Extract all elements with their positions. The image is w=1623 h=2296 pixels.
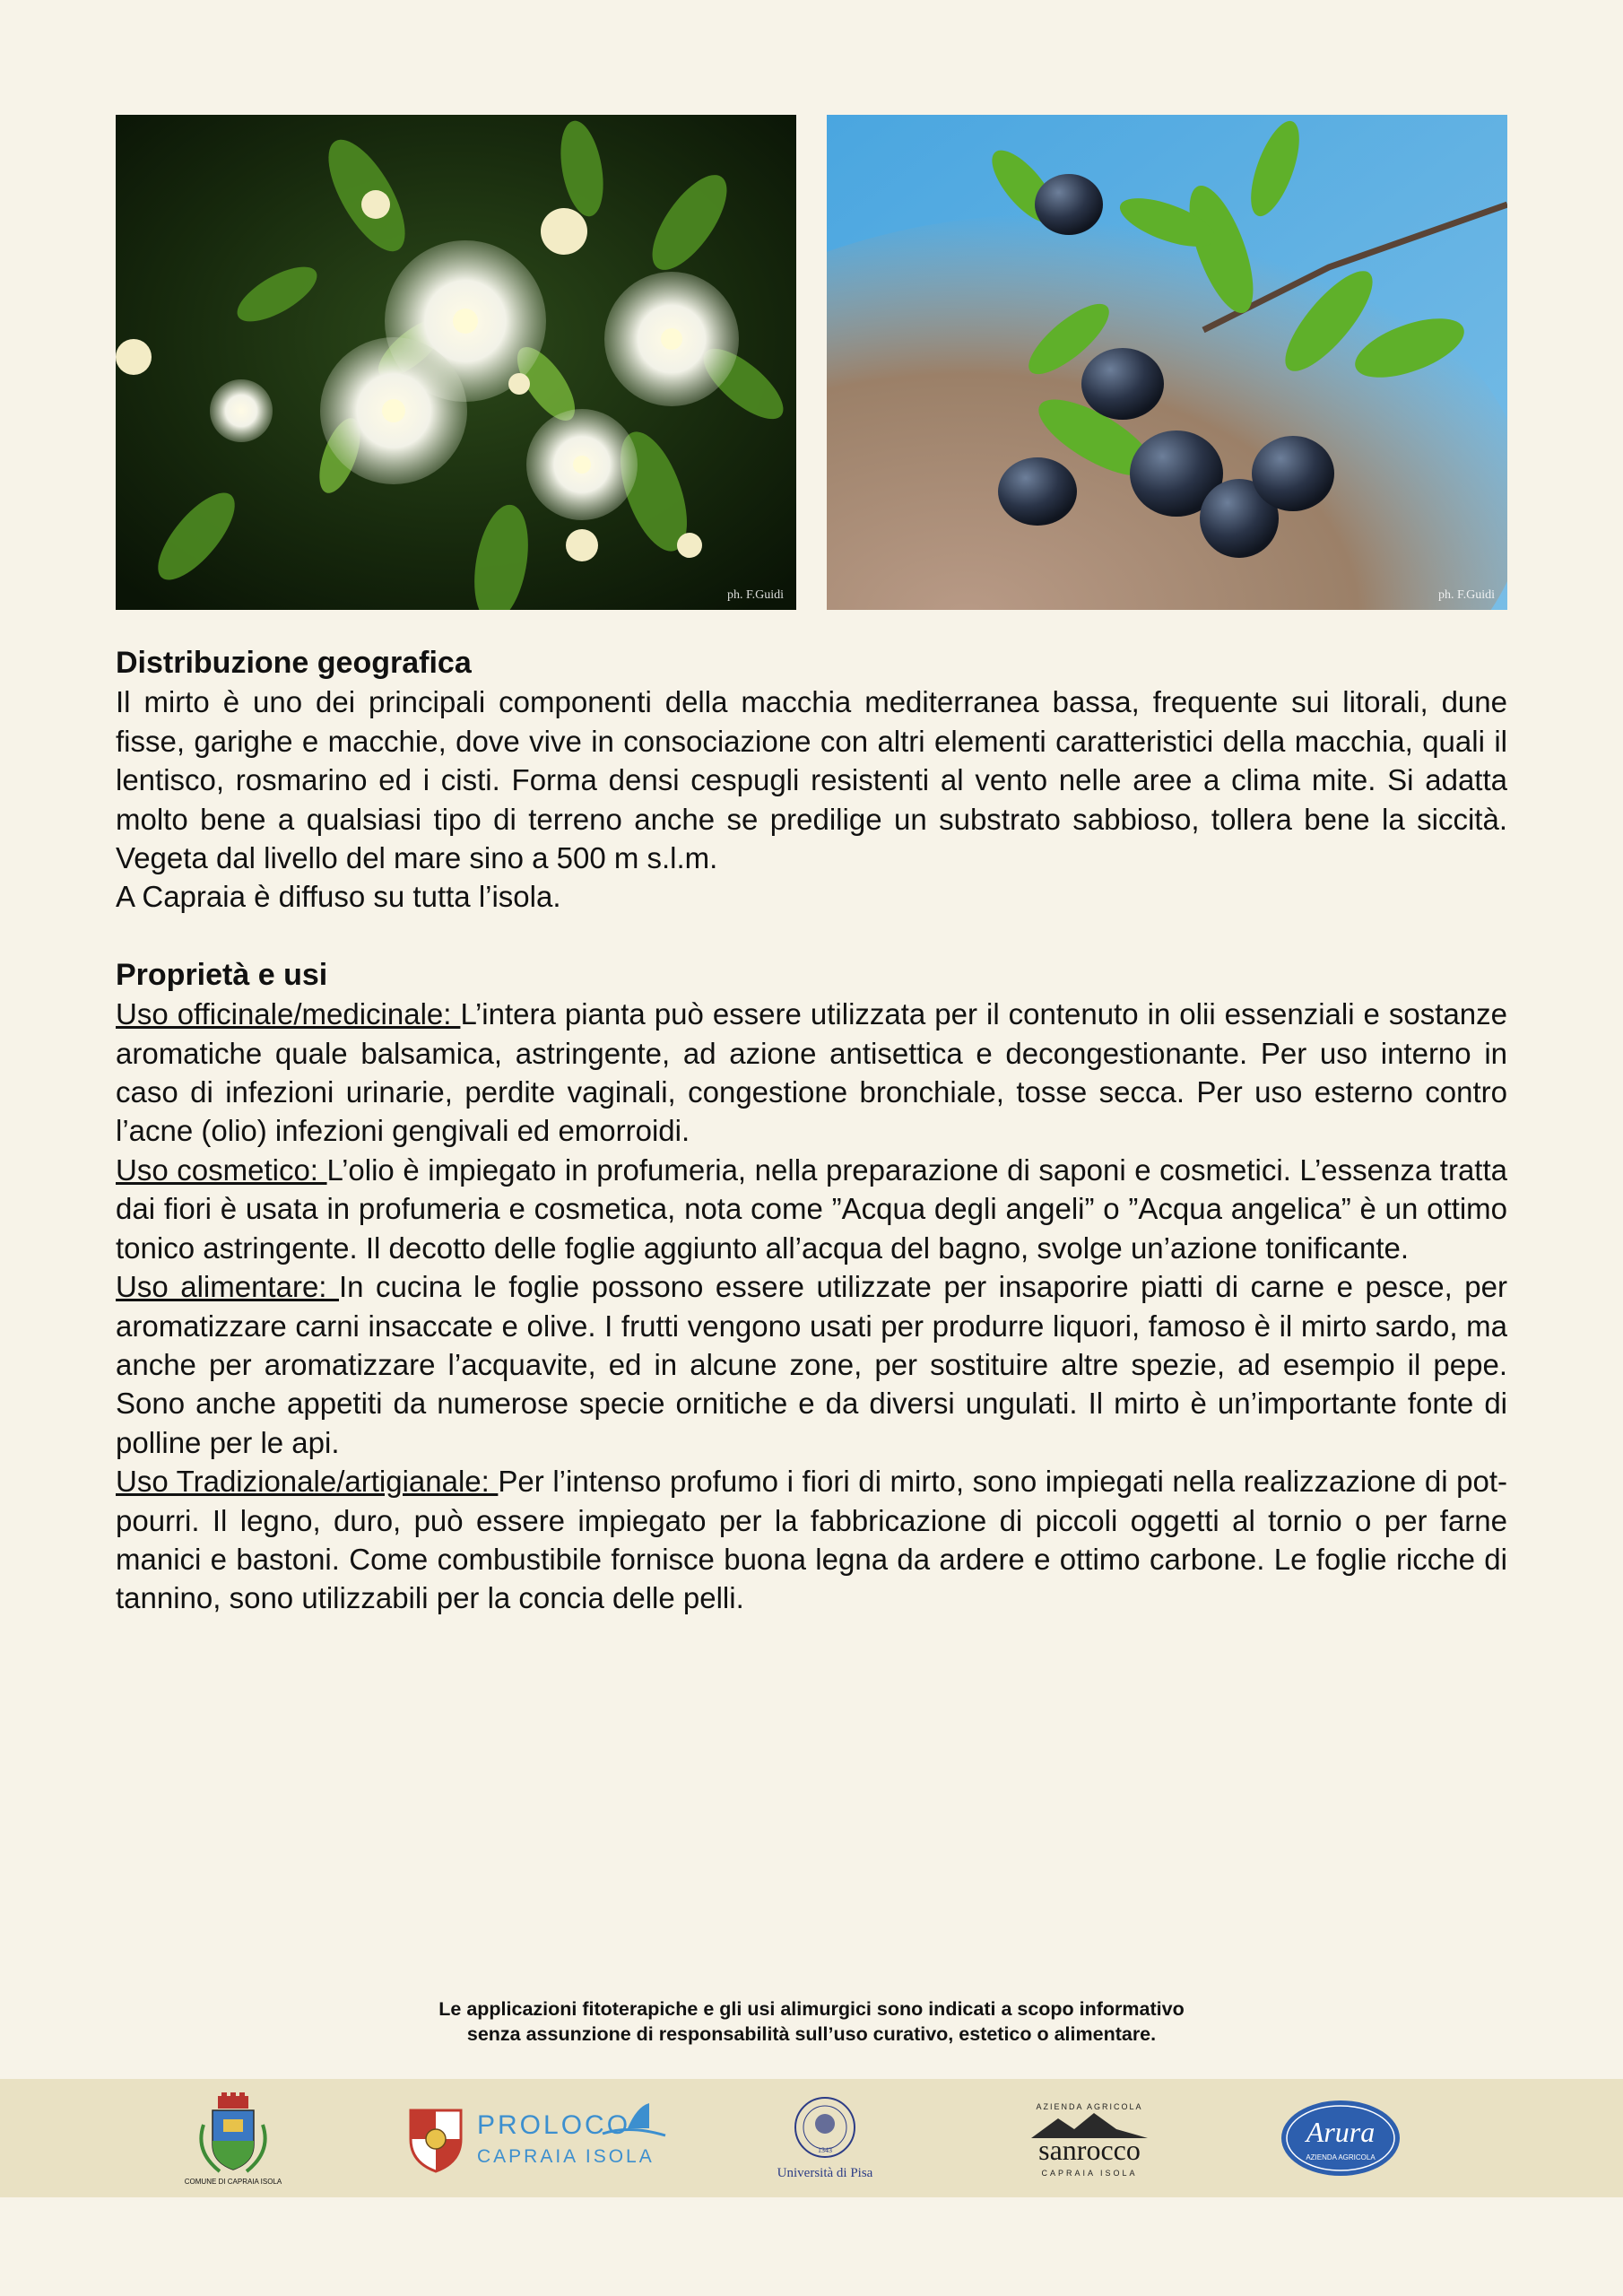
comune-capraia-logo	[184, 2079, 282, 2197]
disclaimer-line: Le applicazioni fitoterapiche e gli usi alimurgici sono indicati a scopo informativo	[438, 1998, 1185, 2020]
use-paragraph-cosmetic	[116, 1151, 1507, 1267]
capraia-distribution-line: A Capraia è diffuso su tutta l’isola.	[116, 880, 561, 914]
myrtle-flowers-photo	[116, 115, 796, 610]
myrtle-berries-illustration	[827, 115, 1507, 610]
use-paragraph-medicinal	[116, 995, 1507, 1151]
section-heading-distribution: Distribuzione geografica	[116, 646, 472, 680]
university-seal-icon	[758, 2093, 892, 2183]
distribution-paragraph: Il mirto è uno dei principali componenti della macchia mediterranea bassa, frequente sui litorali, dune fisse, garighe e macchie, dove vive in consociazione con altri elementi caratteristici della macchia, quali il lentisco, rosmarino ed i cisti. Forma densi cespugli resistenti al vento nelle aree a clima mite. Si adatta molto bene a qualsiasi tipo di terreno anche se predilige un substrato sabbioso, tollera bene la siccità. Vegeta dal livello del mare sino a 500 m s.l.m.	[116, 685, 1507, 875]
use-text: L’olio è impiegato in profumeria, nella preparazione di saponi e cosmetici. L’essenza tratta dai fiori è usata in profumeria e cosmetica, nota come ”Acqua degli angeli” o ”Acqua angelica” è un ottimo tonico astringente. Il decotto delle foglie aggiunto all’acqua del bagno, svolge un’azione tonificante.	[116, 1152, 1507, 1265]
proloco-subtitle: CAPRAIA ISOLA	[477, 2146, 655, 2167]
use-label: Uso officinale/medicinale:	[116, 997, 461, 1031]
proloco-emblem	[405, 2098, 674, 2179]
arura-subtitle: AZIENDA AGRICOLA	[1306, 2153, 1376, 2161]
use-text: Per l’intenso profumo i fiori di mirto, sono impiegati nella realizzazione di pot-pourri. Il legno, duro, può essere impiegato per la fabbricazione di piccoli oggetti al tornio o per farne manici e bastoni. Come combustibile fornisce buona legna da ardere e ottimo carbone. Le foglie ricche di tannino, sono utilizzabili per la concia delle pelli.	[116, 1465, 1507, 1615]
photo-credit: ph. F.Guidi	[1437, 588, 1495, 602]
use-text: In cucina le foglie possono essere utilizzate per insaporire piatti di carne e pesce, per aromatizzare carni insaccate e olive. I frutti vengono usati per produrre liquori, famoso è il mirto sardo, ma anche per aromatizzare l’acquavite, ed in alcune zone, per sostituire altre spezie, ad esempio il pepe. Sono anche appetiti da numerose specie ornitiche e da diversi ungulati. Il mirto è un’importante fonte di polline per le api.	[116, 1270, 1507, 1459]
disclaimer	[0, 1996, 1623, 2047]
myrtle-flowers-illustration	[116, 115, 796, 610]
comune-name: COMUNE DI CAPRAIA ISOLA	[184, 2178, 282, 2186]
use-label: Uso Tradizionale/artigianale:	[116, 1465, 499, 1499]
coat-of-arms-icon	[184, 2089, 282, 2187]
arura-name: Arura	[1306, 2116, 1376, 2148]
photo-row	[116, 115, 1507, 610]
sponsor-logo-band	[0, 2079, 1623, 2197]
disclaimer-line: senza assunzione di responsabilità sull’uso curativo, estetico o alimentare.	[466, 2023, 1157, 2045]
sanrocco-place: CAPRAIA ISOLA	[1041, 2169, 1138, 2178]
sanrocco-tag: AZIENDA AGRICOLA	[1036, 2102, 1143, 2111]
section-heading-uses: Proprietà e usi	[116, 957, 328, 992]
sanrocco-logo	[1004, 2079, 1175, 2197]
use-text: L’intera pianta può essere utilizzata per il contenuto in olii essenziali e sostanze aromatiche quale balsamica, astringente, ad azione antisettica e decongestionante. Per uso interno in caso di infezioni urinarie, perdite vaginali, congestione bronchiale, tosse secca. Per uso esterno contro l’acne (olio) infezioni gengivali ed emorroidi.	[116, 997, 1507, 1148]
proloco-logo	[405, 2079, 674, 2197]
use-label: Uso alimentare:	[116, 1270, 339, 1304]
arura-logo	[1273, 2079, 1408, 2197]
proloco-title: PROLOCO	[477, 2110, 631, 2140]
unipi-year: 1343	[818, 2146, 832, 2154]
sanrocco-name: sanrocco	[1038, 2134, 1141, 2166]
unipi-name: Università di Pisa	[777, 2166, 873, 2180]
use-paragraph-traditional	[116, 1462, 1507, 1618]
use-label: Uso cosmetico:	[116, 1152, 327, 1187]
use-paragraph-food	[116, 1267, 1507, 1462]
main-text	[116, 644, 1507, 1618]
photo-credit: ph. F.Guidi	[726, 588, 784, 602]
unipi-logo	[758, 2079, 892, 2197]
myrtle-berries-photo	[827, 115, 1507, 610]
arura-emblem	[1273, 2093, 1408, 2183]
sanrocco-emblem	[1004, 2093, 1175, 2183]
